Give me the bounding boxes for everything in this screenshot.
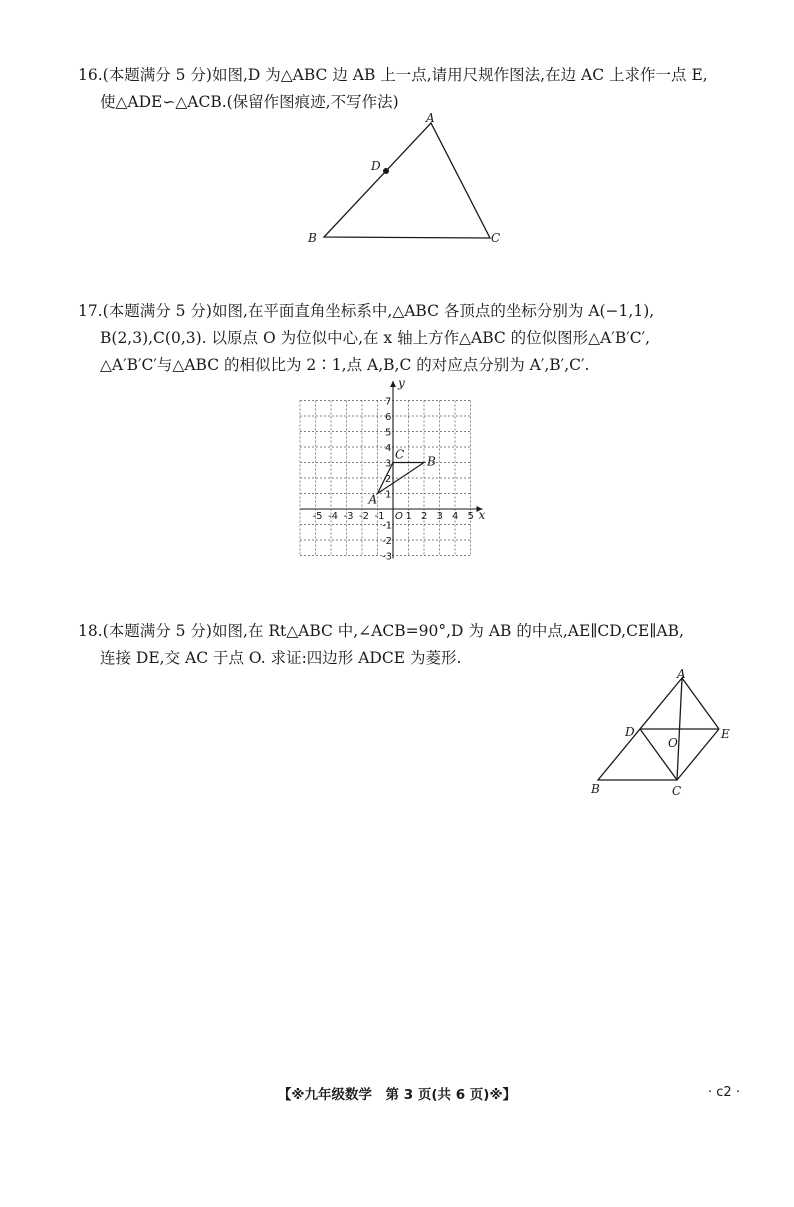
label-d: D: [371, 159, 381, 173]
triangle-abc-figure: [300, 110, 510, 250]
question-18-line2: 连接 DE,交 AC 于点 O. 求证:四边形 ADCE 为菱形.: [100, 649, 462, 667]
point-label-a: A: [368, 492, 378, 507]
page-footer: 【※九年级数学 第 3 页(共 6 页)※】: [277, 1087, 517, 1103]
segment-ae: [682, 678, 719, 729]
label-c: C: [491, 231, 501, 245]
x-tick-label: 4: [452, 511, 459, 522]
y-tick-label: 3: [385, 458, 392, 470]
question-17-line1: 17.(本题满分 5 分)如图,在平面直角坐标系中,△ABC 各顶点的坐标分别为 A(−1,1),: [78, 302, 655, 320]
x-tick-label: -2: [359, 511, 369, 522]
x-tick-label: -1: [374, 511, 385, 522]
y-tick-label: 7: [385, 396, 392, 408]
label-d: D: [625, 725, 635, 739]
question-18-line1: 18.(本题满分 5 分)如图,在 Rt△ABC 中,∠ACB=90°,D 为 AB 的中点,AE∥CD,CE∥AB,: [78, 622, 684, 640]
label-c: C: [672, 784, 682, 798]
x-tick-label: -3: [343, 511, 354, 522]
question-17-line3: △A′B′C′与△ABC 的相似比为 2∶1,点 A,B,C 的对应点分别为 A′,B′,C′.: [100, 356, 590, 374]
label-a: A: [677, 668, 686, 681]
question-16-line2: 使△ADE∽△ACB.(保留作图痕迹,不写作法): [100, 93, 399, 111]
y-axis-label: y: [398, 378, 405, 390]
triangle-abc: [324, 123, 490, 238]
label-o: O: [668, 736, 678, 750]
page-code: · c2 ·: [708, 1085, 740, 1100]
y-axis-arrow: [390, 381, 396, 387]
x-tick-label: 1: [405, 511, 412, 522]
question-17-line2: B(2,3),C(0,3). 以原点 O 为位似中心,在 x 轴上方作△ABC 的位似图形△A′B′C′,: [100, 329, 651, 347]
y-tick-label: 6: [385, 412, 392, 423]
segment-ce: [677, 729, 719, 780]
y-tick-label: 1: [385, 489, 392, 501]
x-tick-label: 5: [467, 511, 474, 522]
x-axis-label: x: [478, 508, 486, 522]
rhombus-figure: [585, 668, 740, 800]
point-label-c: C: [395, 447, 405, 462]
point-label-b: B: [427, 454, 436, 469]
y-tick-label: 4: [385, 443, 392, 454]
origin-label: O: [395, 511, 403, 522]
question-16: [78, 62, 758, 116]
question-16-line1: 16.(本题满分 5 分)如图,D 为△ABC 边 AB 上一点,请用尺规作图法,在边 AC 上求作一点 E,: [78, 66, 708, 84]
y-tick-label: 5: [385, 427, 392, 439]
x-tick-label: -5: [312, 511, 323, 522]
question-17: [78, 298, 758, 379]
y-tick-label: 2: [385, 474, 392, 485]
x-tick-label: -4: [328, 511, 338, 522]
label-a: A: [426, 111, 435, 125]
point-d: [383, 168, 389, 174]
x-tick-label: 3: [436, 511, 443, 522]
label-e: E: [721, 727, 730, 741]
y-tick-label: -3: [382, 551, 392, 563]
label-b: B: [591, 782, 600, 796]
question-18: [78, 618, 758, 672]
y-tick-label: -1: [382, 520, 392, 532]
x-tick-label: 2: [421, 511, 428, 522]
label-b: B: [308, 231, 317, 245]
coordinate-grid-figure: [298, 378, 493, 563]
y-tick-label: -2: [382, 536, 392, 547]
